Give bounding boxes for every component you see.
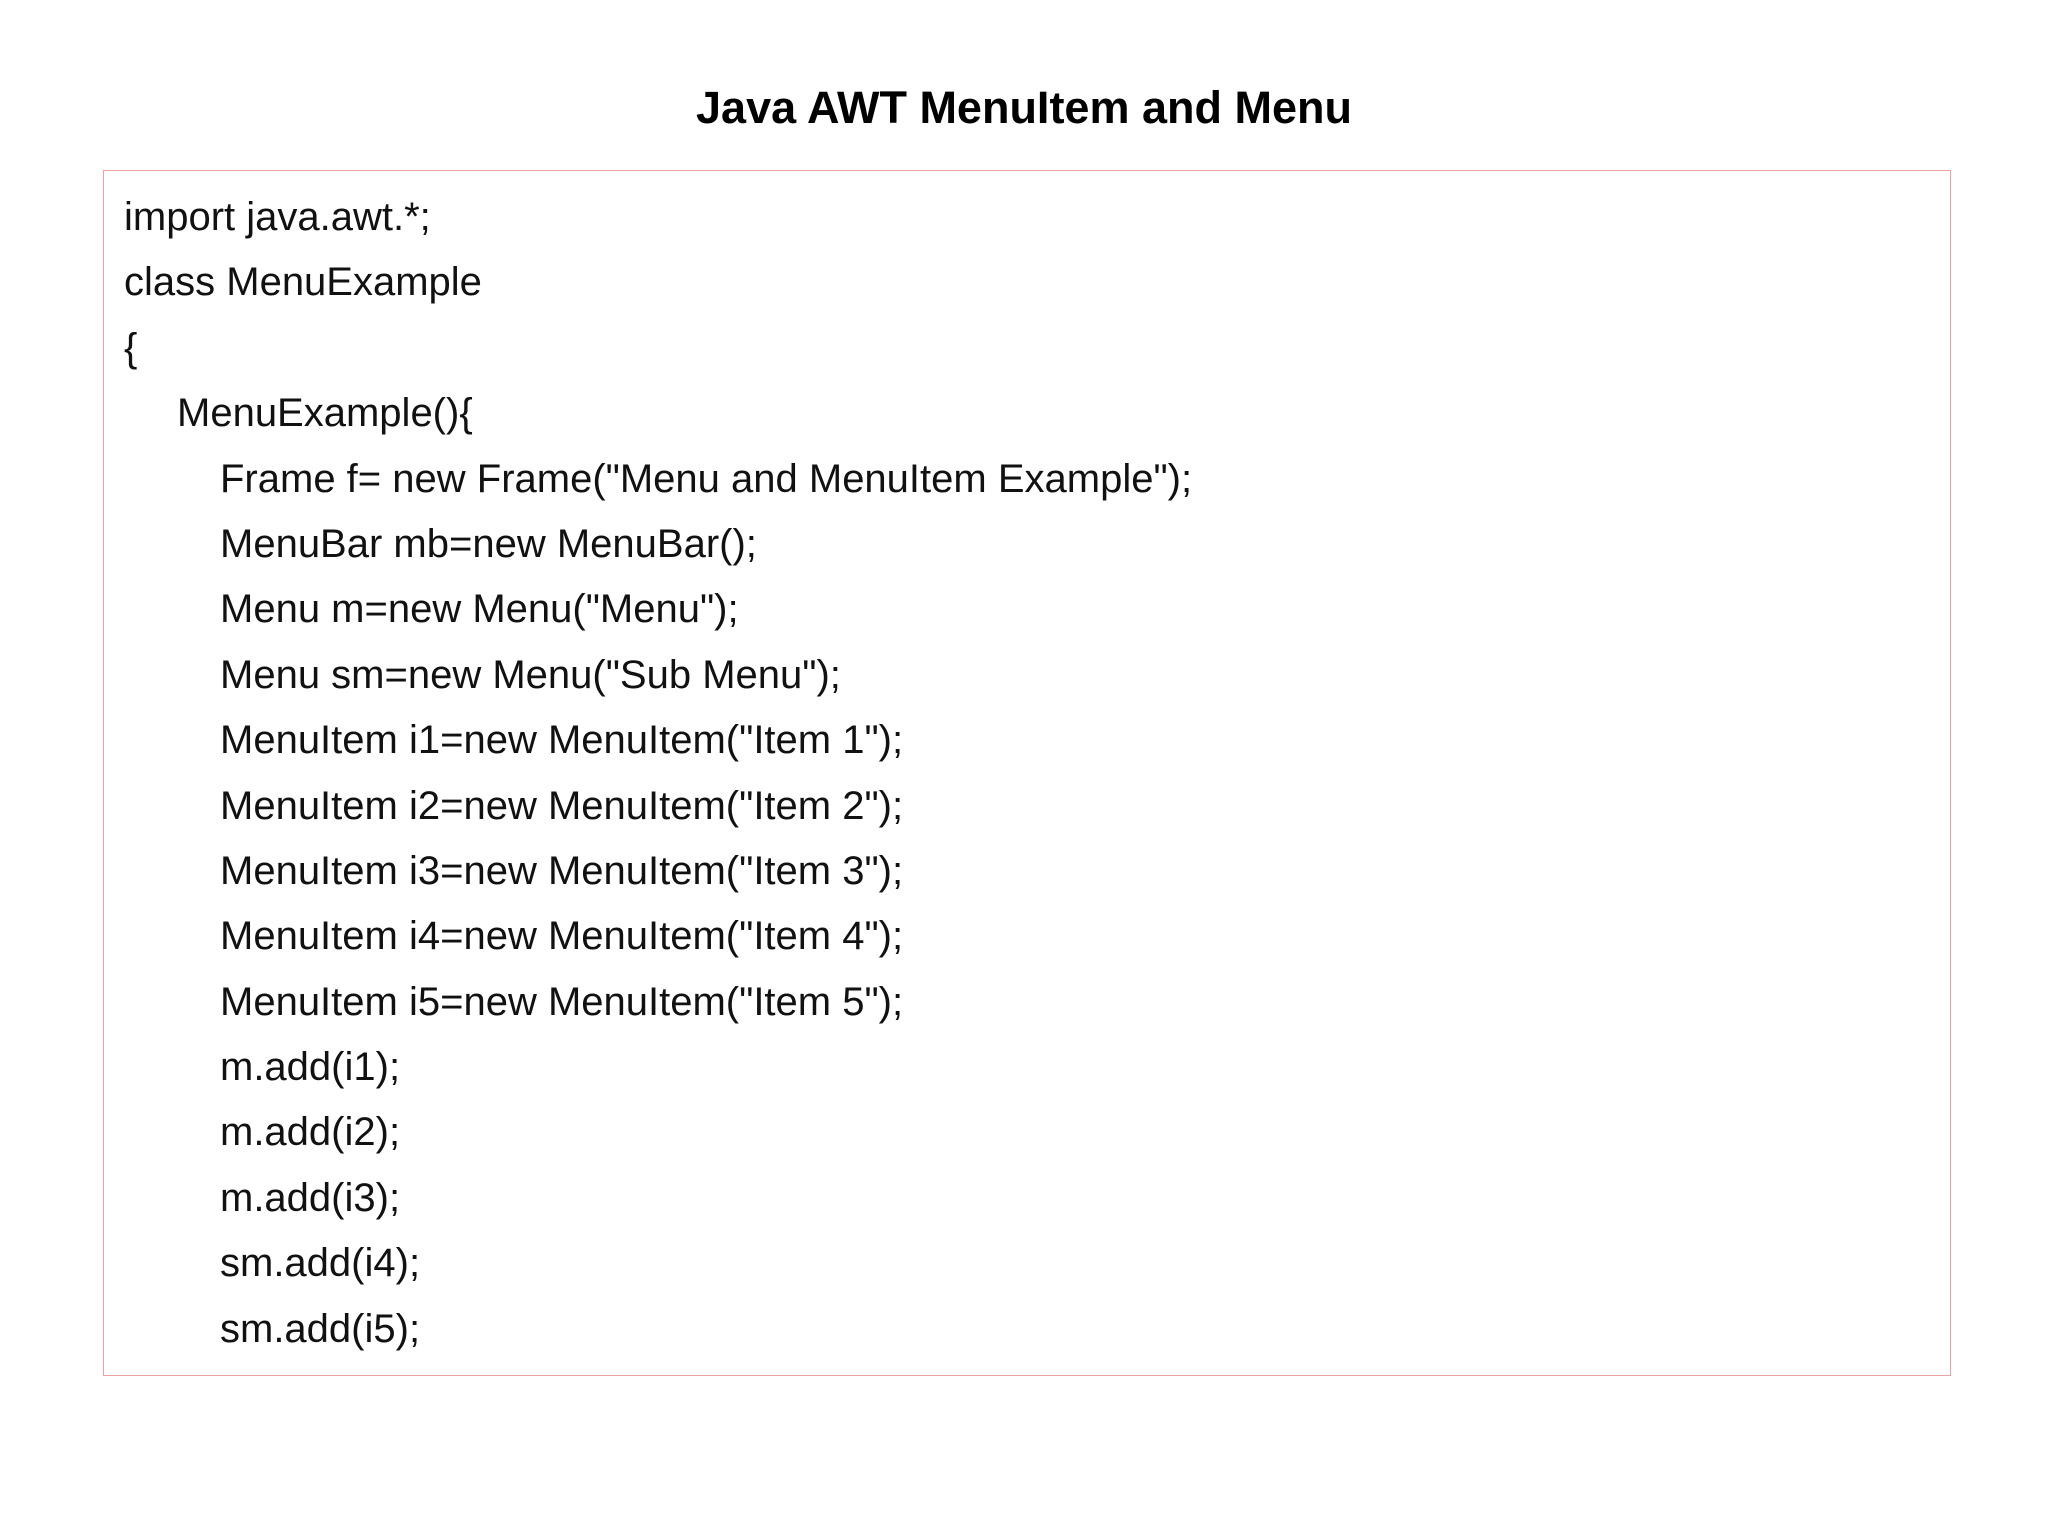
code-line: MenuItem i3=new MenuItem("Item 3"); (220, 848, 904, 893)
code-line: Menu sm=new Menu("Sub Menu"); (220, 652, 841, 697)
code-line: m.add(i2); (220, 1110, 401, 1155)
code-line: Menu m=new Menu("Menu"); (220, 587, 739, 632)
code-line: { (124, 325, 138, 370)
code-line: MenuItem i5=new MenuItem("Item 5"); (220, 979, 904, 1024)
code-line: MenuBar mb=new MenuBar(); (220, 521, 757, 566)
code-line: MenuItem i2=new MenuItem("Item 2"); (220, 783, 904, 828)
code-line: MenuExample(){ (177, 391, 473, 436)
code-box (103, 170, 1951, 1376)
code-line: m.add(i1); (220, 1045, 401, 1090)
code-line: Frame f= new Frame("Menu and MenuItem Example"); (220, 456, 1193, 501)
slide-title: Java AWT MenuItem and Menu (696, 82, 1352, 133)
code-line: sm.add(i4); (220, 1241, 421, 1286)
code-listing (124, 185, 1192, 1362)
code-line: m.add(i3); (220, 1175, 401, 1220)
code-line: import java.awt.*; (124, 195, 431, 239)
code-line: MenuItem i1=new MenuItem("Item 1"); (220, 718, 904, 763)
code-line: MenuItem i4=new MenuItem("Item 4"); (220, 914, 904, 959)
code-line: sm.add(i5); (220, 1306, 421, 1351)
code-line: class MenuExample (124, 260, 482, 305)
